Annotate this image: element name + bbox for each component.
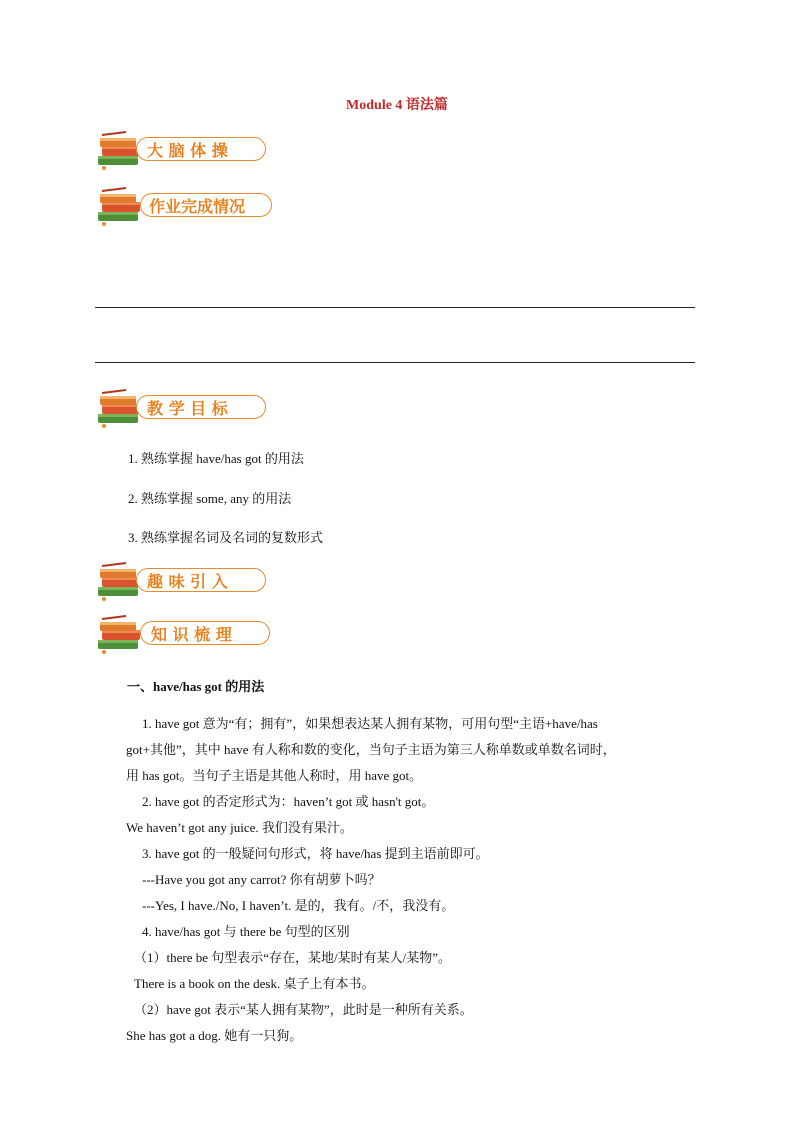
section-label-text: 大 脑 体 操 <box>147 140 228 160</box>
example-sentence: We haven’t got any juice. 我们没有果汁。 <box>126 820 353 835</box>
paragraph: 1. have got 意为“有；拥有”，如果想表达某人拥有某物，可用句型“主语+have/has <box>142 716 598 731</box>
example-sentence: ---Have you got any carrot? 你有胡萝卜吗？ <box>142 872 381 887</box>
objective-item: 2. 熟练掌握 some, any 的用法 <box>128 491 292 506</box>
objective-item: 3. 熟练掌握名词及名词的复数形式 <box>128 530 324 545</box>
objective-item: 1. 熟练掌握 have/has got 的用法 <box>128 451 304 466</box>
section-label-homework <box>140 193 272 217</box>
paragraph: （2）have got 表示“某人拥有某物”，此时是一种所有关系。 <box>134 1002 473 1017</box>
answer-line <box>95 362 695 363</box>
section-label-text: 趣 味 引 入 <box>147 571 228 591</box>
section-label-text: 教 学 目 标 <box>147 398 228 418</box>
section-label-text: 作业完成情况 <box>149 196 246 216</box>
section-label-text: 知 识 梳 理 <box>151 624 232 644</box>
stacked-books-icon <box>96 614 146 656</box>
paragraph: 用 has got。当句子主语是其他人称时，用 have got。 <box>126 768 423 783</box>
paragraph: got+其他”，其中 have 有人称和数的变化，当句子主语为第三人称单数或单数名词时， <box>126 742 616 757</box>
section-label-goals <box>136 395 266 419</box>
paragraph: 3. have got 的一般疑问句形式，将 have/has 提到主语前即可。 <box>142 846 489 861</box>
section-label-brain <box>136 137 266 161</box>
section-label-intro <box>136 568 266 592</box>
example-sentence: There is a book on the desk. 桌子上有本书。 <box>134 976 375 991</box>
answer-line <box>95 307 695 308</box>
section-label-knowledge <box>140 621 270 645</box>
grammar-notes <box>126 711 696 1049</box>
heading-have-got: 一、have/has got 的用法 <box>127 679 265 694</box>
example-sentence: ---Yes, I have./No, I haven’t. 是的，我有。/不，我没有。 <box>142 898 455 913</box>
example-sentence: She has got a dog. 她有一只狗。 <box>126 1028 303 1043</box>
paragraph: （1）there be 句型表示“存在，某地/某时有某人/某物”。 <box>134 950 452 965</box>
paragraph: 2. have got 的否定形式为：haven’t got 或 hasn't got。 <box>142 794 435 809</box>
page-title: Module 4 语法篇 <box>346 98 448 113</box>
paragraph: 4. have/has got 与 there be 句型的区别 <box>142 924 350 939</box>
stacked-books-icon <box>96 186 146 228</box>
